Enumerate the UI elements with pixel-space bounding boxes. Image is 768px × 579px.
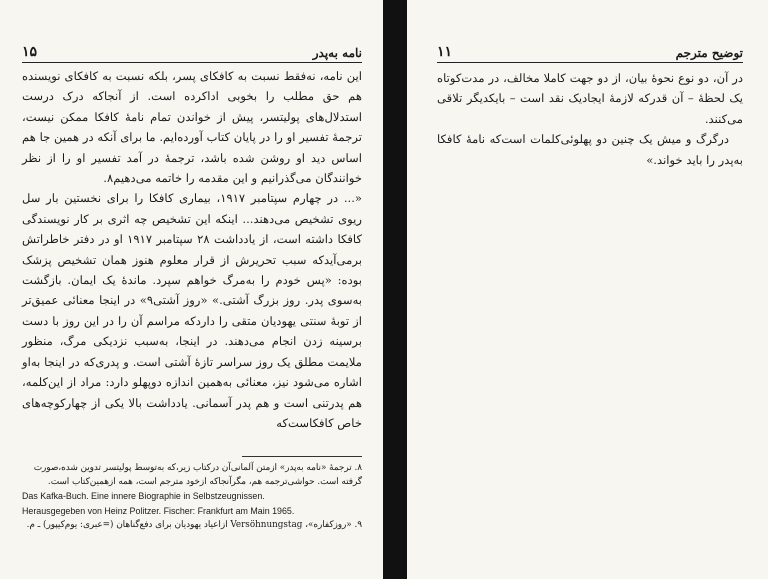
footnote-8: ۸. ترجمهٔ «نامه به‌پدر» ازمتن آلمانی‌آن درکتاب زیر،که به‌توسط پولیتسر تدوین شده‌،صورت گرفته است. حواشی‌ترجمه هم، مگرآنجاکه ازخود مترجم است، همه ازهمین‌کتاب است. (33, 463, 362, 488)
right-page-header (437, 43, 743, 63)
footnote-8-citation-title: Das Kafka-Buch. Eine innere Biographie in Selbstzeugnissen. (22, 491, 265, 502)
running-title: نامه به‌پدر (312, 46, 362, 60)
running-title: توضیح مترجم (675, 46, 743, 60)
footnote-rule (242, 456, 362, 457)
footnote-8-citation-publisher: Herausgegeben von Heinz Politzer. Fischer: Frankfurt am Main 1965. (22, 505, 295, 516)
book-gutter (383, 0, 407, 579)
right-page (407, 0, 768, 579)
page-number: ۱۱ (437, 44, 453, 60)
left-page-body (22, 66, 362, 433)
paragraph: درگرگ و میش یک چنین دو پهلوئی‌کلمات است‌که نامهٔ کافکا به‌پدر را باید خواند.» (437, 132, 743, 167)
left-page (0, 0, 383, 579)
footnotes (22, 456, 362, 532)
page-number: ۱۵ (22, 44, 38, 60)
footnote-9: ۹. «روزکفاره»، Versöhnungstag ازاعیاد یهودیان برای دفع‌گناهان (=عبری: یوم‌کیپور) ـ م. (26, 519, 362, 530)
right-page-body (437, 68, 743, 170)
paragraph: این نامه، نه‌فقط نسبت به کافکای پسر، بلکه نسبت به کافکای نویسنده هم حق مطلب را بخوبی اداکرده است. از آنجاکه درک درست استدلال‌های پولیتسر، پیش از خواندن تمام نامهٔ کافکا ممکن نیست، ترجمهٔ تفسیر او را در پایان کتاب آورده‌ایم. ما برای آنکه در همین جا هم اساس دید او روشن شده باشد، ترجمهٔ در آمد تفسیر او را از نظر خوانندگان می‌گذرانیم و این مقدمه را خاتمه می‌دهیم۸. (22, 69, 362, 186)
paragraph: در آن، دو نوع نحوهٔ بیان، از دو جهت کاملا مخالف، در مدت‌کوتاه یک لحظهٔ – آن قدرکه لازمهٔ ایجادیک نقد است – با‌یکدیگر تلاقی می‌کنند. (437, 71, 743, 126)
left-page-header (22, 43, 362, 63)
paragraph: «... در چهارم سپتامبر ۱۹۱۷، بیماری کافکا را برای نخستین بار سل ریوی تشخیص می‌دهند... اینکه این تشخیص چه اثری بر کار نویسندگی کافکا داشته است، از یادداشت ۲۸ سپتامبر ۱۹۱۷ او در دفتر خاطراتش برمی‌آیدکه سبب تحریرش از قرار معلوم هنوز همان تشخیص پزشک بوده: «پس خودم را به‌مرگ خواهم سپرد. ماندهٔ یک ایمان. بازگشت به‌سوی پدر. روز بزرگ آشتی.» «روز آشتی۹» در اینجا معنائی عمیق‌تر از توبهٔ سنتی یهودیان متقی را داردکه مراسم آن را در این روز با دست برسینه زدن انجام می‌دهند. در اینجا، به‌سبب نزدیکی مرگ، منظور ملایمت مطلق یک روز سراسر تازهٔ آشتی است. و پدری‌که در اینجا به‌او اشاره می‌شود نیز، معنائی به‌همین اندازه دوپهلو دارد: مراد از این‌کلمه، هم پدرتنی است و هم پدر آسمانی. یادداشت بالا یکی از چهارکوچه‌های خاص کافکاست‌که (22, 191, 363, 430)
